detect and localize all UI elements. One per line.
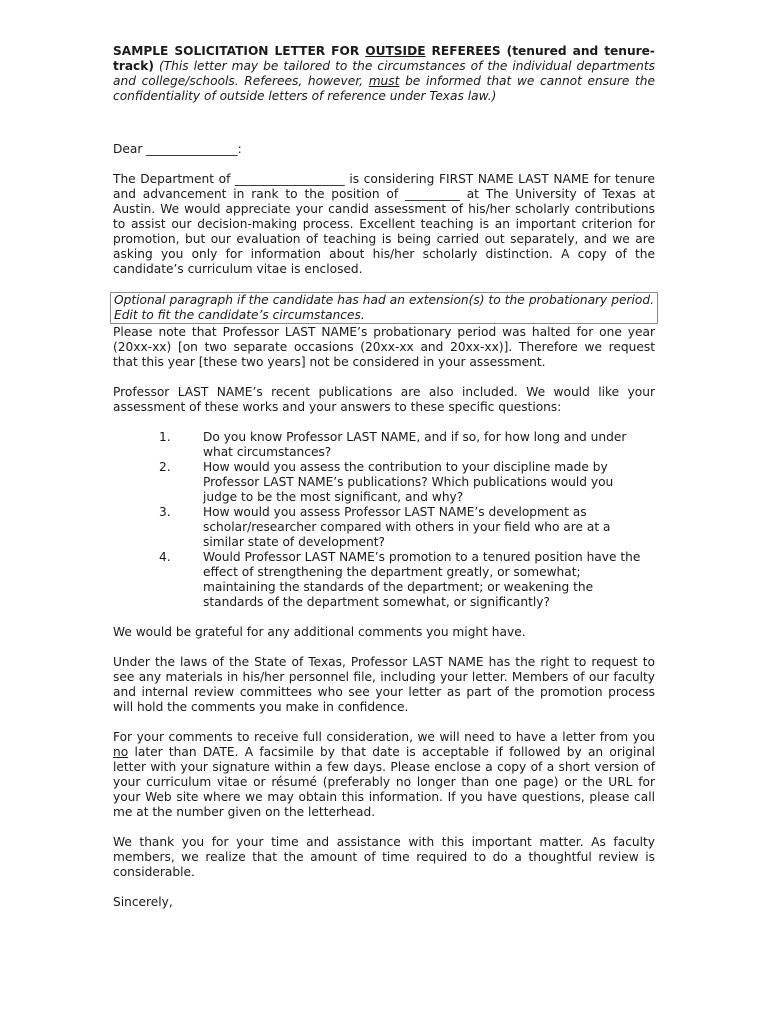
- title-heading: SAMPLE SOLICITATION LETTER FOR OUTSIDE REFEREES (tenured and tenure-track): [113, 44, 655, 73]
- intro-paragraph: The Department of __________________ is considering FIRST NAME LAST NAME for tenure and advancement in rank to the position of _________ at The University of Texas at Austin. We would appreciate your candid assessment of his/her scholarly contributions to assist our decision-making process. Excellent teaching is an important criterion for promotion, but our evaluation of teaching is being carried out separately, and we are asking you only for information about his/her scholarly distinction. A copy of the candidate’s curriculum vitae is enclosed.: [113, 172, 655, 276]
- question-number: 1.: [159, 430, 171, 444]
- question-list: [113, 430, 655, 610]
- list-item: [113, 460, 655, 505]
- letter-title: [113, 44, 655, 104]
- deadline-no-word: no: [113, 745, 129, 759]
- list-item: [113, 430, 655, 460]
- salutation: Dear _______________:: [113, 142, 242, 156]
- letter-page: [113, 44, 655, 910]
- optional-paragraph-note: Optional paragraph if the candidate has had an extension(s) to the probationary period. Edit to fit the candidate’s circumstances.: [110, 292, 658, 324]
- title-outside-word: OUTSIDE: [365, 44, 426, 58]
- question-number: 3.: [159, 505, 171, 519]
- publications-paragraph: Professor LAST NAME’s recent publications are also included. We would like your assessment of these works and your answers to these specific questions:: [113, 385, 655, 414]
- thanks-paragraph: We thank you for your time and assistance with this important matter. As faculty members, we realize that the amount of time required to do a thoughtful review is considerable.: [113, 835, 655, 879]
- question-number: 4.: [159, 550, 171, 564]
- question-text: Would Professor LAST NAME’s promotion to a tenured position have the effect of strengthening the department greatly, or somewhat; maintaining the standards of the department; or weakening the standards of the department somewhat, or significantly?: [203, 550, 641, 609]
- closing: Sincerely,: [113, 895, 173, 909]
- title-must-word: must: [368, 74, 400, 88]
- deadline-paragraph: For your comments to receive full consideration, we will need to have a letter from you no later than DATE. A facsimile by that date is acceptable if followed by an original letter with your signature within a few days. Please enclose a copy of a short version of your curriculum vitae or résumé (preferably no longer than one page) or the URL for your Web site where we may obtain this information. If you have questions, please call me at the number given on the letterhead.: [113, 730, 655, 819]
- title-instructions: (This letter may be tailored to the circumstances of the individual departments and college/schools. Referees, however, must be informed that we cannot ensure the confidentiality of outside letters of reference under Texas law.): [113, 59, 656, 103]
- grateful-paragraph: We would be grateful for any additional comments you might have.: [113, 625, 526, 639]
- question-text: How would you assess Professor LAST NAME’s development as scholar/researcher compared with others in your field who are at a similar state of development?: [203, 505, 611, 549]
- question-number: 2.: [159, 460, 171, 474]
- extension-paragraph: Please note that Professor LAST NAME’s probationary period was halted for one year (20xx-xx) [on two separate occasions (20xx-xx and 20xx-xx)]. Therefore we request that this year [these two years] not be considered in your assessment.: [113, 325, 655, 369]
- question-text: How would you assess the contribution to your discipline made by Professor LAST NAME’s publications? Which publications would you judge to be the most significant, and why?: [203, 460, 614, 504]
- laws-paragraph: Under the laws of the State of Texas, Professor LAST NAME has the right to request to see any materials in his/her personnel file, including your letter. Members of our faculty and internal review committees who see your letter as part of the promotion process will hold the comments you make in confidence.: [113, 655, 655, 714]
- list-item: [113, 505, 655, 550]
- question-text: Do you know Professor LAST NAME, and if so, for how long and under what circumstances?: [203, 430, 627, 459]
- list-item: [113, 550, 655, 610]
